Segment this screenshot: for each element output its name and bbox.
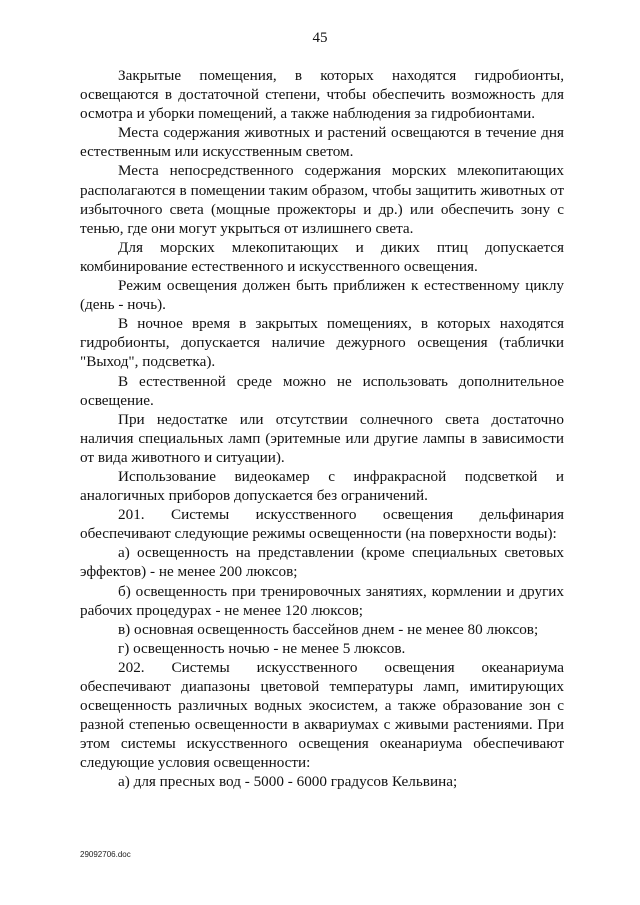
page-number: 45: [312, 30, 328, 46]
paragraph-item-202: 202. Системы искусственного освещения океанариума обеспечивают диапазоны цветовой температуры ламп, имитирующих освещенность различных водных экосистем, а также образование зон с разной степенью освещенности в аквариумах с живыми растениями. При этом системы искусственного освещения океанариума обеспечивают следующие условия освещенности:: [80, 658, 564, 772]
document-body: [80, 66, 564, 792]
paragraph-closed-premises-lighting: Закрытые помещения, в которых находятся гидробионты, освещаются в достаточной степени, чтобы обеспечить возможность для осмотра и уборки помещений, а также наблюдения за гидробионтами.: [80, 67, 564, 123]
paragraph-lighting-cycle: Режим освещения должен быть приближен к естественному циклу (день - ночь).: [80, 277, 564, 314]
list-item-201-v: в) основная освещенность бассейнов днем - не менее 80 люксов;: [118, 620, 539, 638]
paragraph-natural-environment: В естественной среде можно не использовать дополнительное освещение.: [80, 372, 564, 409]
paragraph-marine-mammals-placement: Места непосредственного содержания морских млекопитающих располагаются в помещении таким образом, чтобы защитить животных от избыточного света (мощные прожекторы и др.) или обеспечить зону с тенью, где они могут укрыться от излишнего света.: [80, 162, 564, 237]
paragraph-special-lamps: При недостатке или отсутствии солнечного света достаточно наличия специальных ламп (эритемные или другие лампы в зависимости от вида животного и ситуации).: [80, 410, 564, 466]
paragraph-combined-lighting: Для морских млекопитающих и диких птиц допускается комбинирование естественного и искусственного освещения.: [80, 238, 564, 275]
file-name-footer: 29092706.doc: [80, 850, 131, 859]
paragraph-night-lighting: В ночное время в закрытых помещениях, в которых находятся гидробионты, допускается наличие дежурного освещения (таблички "Выход", подсветка).: [80, 315, 564, 371]
paragraph-video-cameras: Использование видеокамер с инфракрасной подсветкой и аналогичных приборов допускается без ограничений.: [80, 467, 564, 505]
list-item-201-g: г) освещенность ночью - не менее 5 люксов.: [118, 639, 406, 657]
list-item-201-a: а) освещенность на представлении (кроме специальных световых эффектов) - не менее 200 люксов;: [80, 544, 564, 581]
list-item-201-b: б) освещенность при тренировочных занятиях, кормлении и других рабочих процедурах - не менее 120 люксов;: [80, 582, 564, 619]
paragraph-daytime-lighting: Места содержания животных и растений освещаются в течение дня естественным или искусственным светом.: [80, 124, 564, 161]
list-item-202-a: а) для пресных вод - 5000 - 6000 градусов Кельвина;: [118, 773, 458, 791]
paragraph-item-201: 201. Системы искусственного освещения дельфинария обеспечивают следующие режимы освещенности (на поверхности воды):: [80, 506, 564, 543]
